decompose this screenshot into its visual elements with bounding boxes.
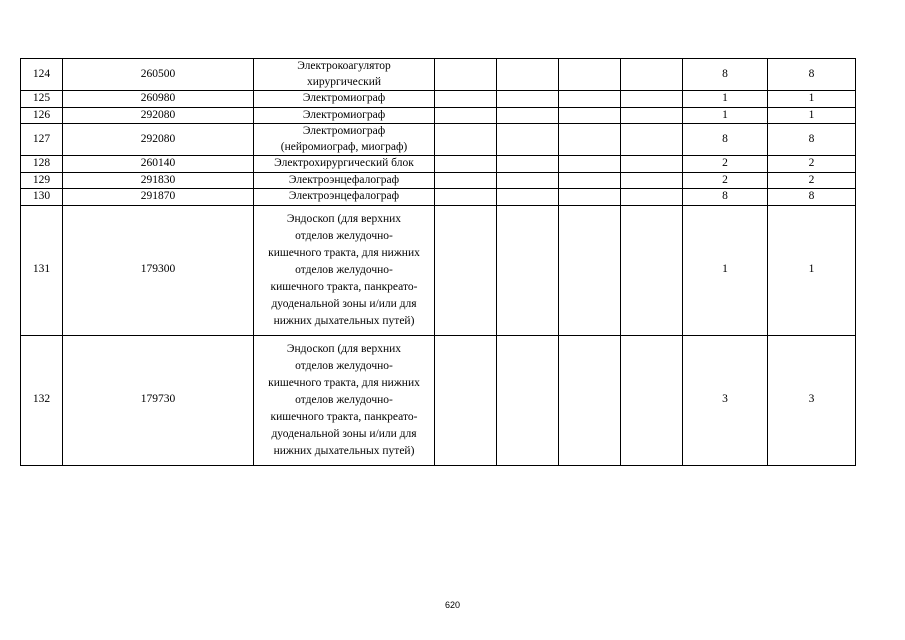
- item-code: 260140: [63, 156, 254, 173]
- empty-cell: [435, 189, 497, 206]
- quantity-1: 2: [683, 172, 768, 189]
- table-body: [21, 59, 856, 466]
- item-code: 179300: [63, 205, 254, 335]
- item-code: 260980: [63, 91, 254, 108]
- empty-cell: [497, 205, 559, 335]
- empty-cell: [621, 91, 683, 108]
- row-number: 124: [21, 59, 63, 91]
- empty-cell: [497, 335, 559, 465]
- table-row: [21, 59, 856, 91]
- quantity-2: 2: [768, 156, 856, 173]
- row-number: 132: [21, 335, 63, 465]
- quantity-2: 8: [768, 124, 856, 156]
- quantity-1: 1: [683, 205, 768, 335]
- empty-cell: [497, 91, 559, 108]
- empty-cell: [621, 189, 683, 206]
- table-row: [21, 172, 856, 189]
- empty-cell: [559, 335, 621, 465]
- item-code: 179730: [63, 335, 254, 465]
- quantity-2: 1: [768, 107, 856, 124]
- row-number: 125: [21, 91, 63, 108]
- empty-cell: [435, 91, 497, 108]
- item-name: Электрохирургический блок: [254, 156, 435, 173]
- empty-cell: [435, 172, 497, 189]
- empty-cell: [621, 156, 683, 173]
- empty-cell: [497, 107, 559, 124]
- row-number: 129: [21, 172, 63, 189]
- table-row: [21, 335, 856, 465]
- quantity-1: 1: [683, 91, 768, 108]
- quantity-2: 3: [768, 335, 856, 465]
- empty-cell: [559, 107, 621, 124]
- quantity-1: 1: [683, 107, 768, 124]
- empty-cell: [559, 205, 621, 335]
- quantity-2: 1: [768, 205, 856, 335]
- empty-cell: [497, 172, 559, 189]
- quantity-1: 8: [683, 189, 768, 206]
- item-code: 291830: [63, 172, 254, 189]
- empty-cell: [621, 172, 683, 189]
- item-code: 292080: [63, 107, 254, 124]
- quantity-1: 8: [683, 59, 768, 91]
- item-name: Электромиограф: [254, 107, 435, 124]
- empty-cell: [435, 205, 497, 335]
- empty-cell: [559, 189, 621, 206]
- table-row: [21, 205, 856, 335]
- item-name: Эндоскоп (для верхних отделов желудочно- кишечного тракта, для нижних отделов желудочно- кишечного тракта, панкреато- дуоденальной зоны и/или для нижних дыхательных путей): [254, 335, 435, 465]
- table-row: [21, 156, 856, 173]
- table-row: [21, 91, 856, 108]
- table-row: [21, 124, 856, 156]
- item-code: 292080: [63, 124, 254, 156]
- item-name: Эндоскоп (для верхних отделов желудочно- кишечного тракта, для нижних отделов желудочно- кишечного тракта, панкреато- дуоденальной зоны и/или для нижних дыхательных путей): [254, 205, 435, 335]
- empty-cell: [435, 335, 497, 465]
- empty-cell: [497, 59, 559, 91]
- row-number: 126: [21, 107, 63, 124]
- item-code: 291870: [63, 189, 254, 206]
- empty-cell: [497, 189, 559, 206]
- quantity-2: 8: [768, 59, 856, 91]
- row-number: 128: [21, 156, 63, 173]
- empty-cell: [435, 107, 497, 124]
- page-number: 620: [444, 600, 461, 610]
- quantity-2: 2: [768, 172, 856, 189]
- empty-cell: [621, 205, 683, 335]
- empty-cell: [559, 91, 621, 108]
- empty-cell: [621, 59, 683, 91]
- equipment-table: [20, 58, 856, 466]
- empty-cell: [621, 124, 683, 156]
- empty-cell: [559, 172, 621, 189]
- quantity-2: 8: [768, 189, 856, 206]
- row-number: 130: [21, 189, 63, 206]
- quantity-1: 3: [683, 335, 768, 465]
- empty-cell: [435, 59, 497, 91]
- empty-cell: [559, 156, 621, 173]
- empty-cell: [621, 107, 683, 124]
- table-row: [21, 189, 856, 206]
- empty-cell: [497, 156, 559, 173]
- item-name: Электрокоагулятор хирургический: [254, 59, 435, 91]
- table-row: [21, 107, 856, 124]
- item-name: Электромиограф: [254, 91, 435, 108]
- quantity-2: 1: [768, 91, 856, 108]
- item-name: Электроэнцефалограф: [254, 172, 435, 189]
- row-number: 127: [21, 124, 63, 156]
- row-number: 131: [21, 205, 63, 335]
- item-code: 260500: [63, 59, 254, 91]
- empty-cell: [435, 124, 497, 156]
- empty-cell: [621, 335, 683, 465]
- quantity-1: 8: [683, 124, 768, 156]
- empty-cell: [559, 124, 621, 156]
- item-name: Электромиограф (нейромиограф, миограф): [254, 124, 435, 156]
- empty-cell: [497, 124, 559, 156]
- empty-cell: [435, 156, 497, 173]
- quantity-1: 2: [683, 156, 768, 173]
- item-name: Электроэнцефалограф: [254, 189, 435, 206]
- empty-cell: [559, 59, 621, 91]
